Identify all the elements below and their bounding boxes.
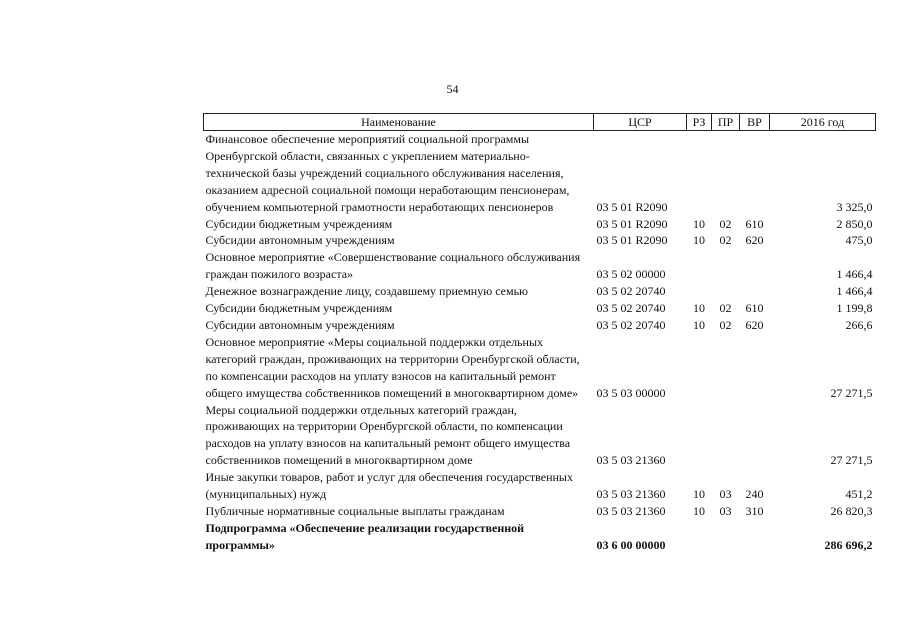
cell-vr: 620 xyxy=(745,233,764,248)
cell-pr: 02 xyxy=(719,317,732,332)
cell-pr xyxy=(712,402,740,470)
cell-pr: 03 xyxy=(719,503,732,518)
table-row xyxy=(204,216,876,233)
cell-rz xyxy=(687,334,712,402)
cell-rz xyxy=(687,283,712,300)
table-row xyxy=(204,520,876,554)
cell-name: Подпрограмма «Обеспечение реализации государственной программы» xyxy=(205,520,525,552)
table-row xyxy=(204,300,876,317)
cell-vr: 610 xyxy=(745,301,764,316)
cell-csr: 03 5 03 21360 xyxy=(596,503,666,518)
header-csr: ЦСР xyxy=(594,114,687,131)
cell-pr xyxy=(712,131,740,216)
cell-csr: 03 5 01 R2090 xyxy=(596,199,668,214)
cell-rz: 10 xyxy=(693,216,705,231)
table-header-row xyxy=(204,114,876,131)
cell-pr: 02 xyxy=(719,216,732,231)
cell-amount: 1 199,8 xyxy=(836,301,873,316)
cell-rz: 10 xyxy=(693,317,705,332)
cell-pr xyxy=(712,249,740,283)
cell-amount: 1 466,4 xyxy=(836,267,873,282)
table-row xyxy=(204,131,876,216)
cell-vr xyxy=(740,334,770,402)
cell-pr xyxy=(712,334,740,402)
budget-table xyxy=(203,113,876,554)
cell-name: Публичные нормативные социальные выплаты гражданам xyxy=(205,503,505,518)
cell-csr: 03 5 01 R2090 xyxy=(596,216,668,231)
cell-csr: 03 5 03 21360 xyxy=(596,487,666,502)
table-row xyxy=(204,317,876,334)
cell-csr: 03 5 02 20740 xyxy=(596,284,666,299)
table-row xyxy=(204,249,876,283)
cell-rz: 10 xyxy=(693,503,705,518)
cell-rz xyxy=(687,520,712,554)
cell-amount: 27 271,5 xyxy=(830,385,873,400)
table-row xyxy=(204,232,876,249)
cell-csr: 03 5 03 21360 xyxy=(596,453,666,468)
cell-amount: 2 850,0 xyxy=(836,216,873,231)
cell-rz xyxy=(687,249,712,283)
cell-pr: 02 xyxy=(719,233,732,248)
cell-csr: 03 5 02 20740 xyxy=(596,301,666,316)
cell-pr xyxy=(712,283,740,300)
cell-vr xyxy=(740,402,770,470)
cell-amount: 27 271,5 xyxy=(830,453,873,468)
cell-pr xyxy=(712,520,740,554)
cell-vr: 240 xyxy=(745,487,764,502)
cell-amount: 26 820,3 xyxy=(830,503,873,518)
cell-vr: 620 xyxy=(745,317,764,332)
cell-csr: 03 5 02 20740 xyxy=(596,317,666,332)
cell-name: Основное мероприятие «Совершенствование социального обслуживания граждан пожилого возраста» xyxy=(205,250,581,282)
cell-pr: 03 xyxy=(719,487,732,502)
cell-amount: 266,6 xyxy=(845,317,873,332)
cell-name: Субсидии бюджетным учреждениям xyxy=(205,301,393,316)
cell-rz: 10 xyxy=(693,487,705,502)
cell-amount: 3 325,0 xyxy=(836,199,873,214)
cell-name: Меры социальной поддержки отдельных категорий граждан, проживающих на территории Оренбургской области, по компенсации расходов на уплату взносов на капитальный ремонт общего имущества собственников помещений в многоквартирном доме xyxy=(205,402,571,468)
cell-rz xyxy=(687,131,712,216)
header-pr: ПР xyxy=(712,114,740,131)
cell-rz xyxy=(687,402,712,470)
cell-amount: 286 696,2 xyxy=(824,537,873,552)
table-row xyxy=(204,402,876,470)
table-row xyxy=(204,469,876,503)
cell-rz: 10 xyxy=(693,233,705,248)
cell-vr: 310 xyxy=(745,503,764,518)
header-name: Наименование xyxy=(204,114,594,131)
cell-vr: 610 xyxy=(745,216,764,231)
cell-vr xyxy=(740,131,770,216)
cell-amount: 475,0 xyxy=(845,233,873,248)
cell-name: Финансовое обеспечение мероприятий социальной программы Оренбургской области, связанных с укреплением материально-технической базы учреждений социального обслуживания населения, оказанием адресной социальной помощи неработающим пенсионерам, обучением компьютерной грамотности неработающих пенсионеров xyxy=(205,132,570,214)
header-rz: РЗ xyxy=(687,114,712,131)
cell-name: Субсидии автономным учреждениям xyxy=(205,317,395,332)
cell-csr: 03 5 01 R2090 xyxy=(596,233,668,248)
header-vr: ВР xyxy=(740,114,770,131)
table-row xyxy=(204,283,876,300)
cell-vr xyxy=(740,283,770,300)
cell-csr: 03 6 00 00000 xyxy=(596,537,666,552)
cell-name: Иные закупки товаров, работ и услуг для обеспечения государственных (муниципальных) нужд xyxy=(205,470,573,502)
cell-csr: 03 5 03 00000 xyxy=(596,385,666,400)
cell-rz: 10 xyxy=(693,301,705,316)
table-row xyxy=(204,503,876,520)
cell-vr xyxy=(740,249,770,283)
table-row xyxy=(204,334,876,402)
header-year: 2016 год xyxy=(770,114,876,131)
cell-vr xyxy=(740,520,770,554)
cell-csr: 03 5 02 00000 xyxy=(596,267,666,282)
page-number: 54 xyxy=(446,82,459,96)
cell-amount: 451,2 xyxy=(845,487,873,502)
cell-name: Денежное вознаграждение лицу, создавшему приемную семью xyxy=(205,284,529,299)
cell-name: Субсидии бюджетным учреждениям xyxy=(205,216,393,231)
cell-pr: 02 xyxy=(719,301,732,316)
cell-name: Основное мероприятие «Меры социальной поддержки отдельных категорий граждан, проживающих на территории Оренбургской области, по компенсации расходов на уплату взносов на капитальный ремонт общего имущества собственников помещений в многоквартирном доме» xyxy=(205,334,580,400)
cell-name: Субсидии автономным учреждениям xyxy=(205,233,395,248)
table-body xyxy=(204,131,876,554)
cell-amount: 1 466,4 xyxy=(836,284,873,299)
